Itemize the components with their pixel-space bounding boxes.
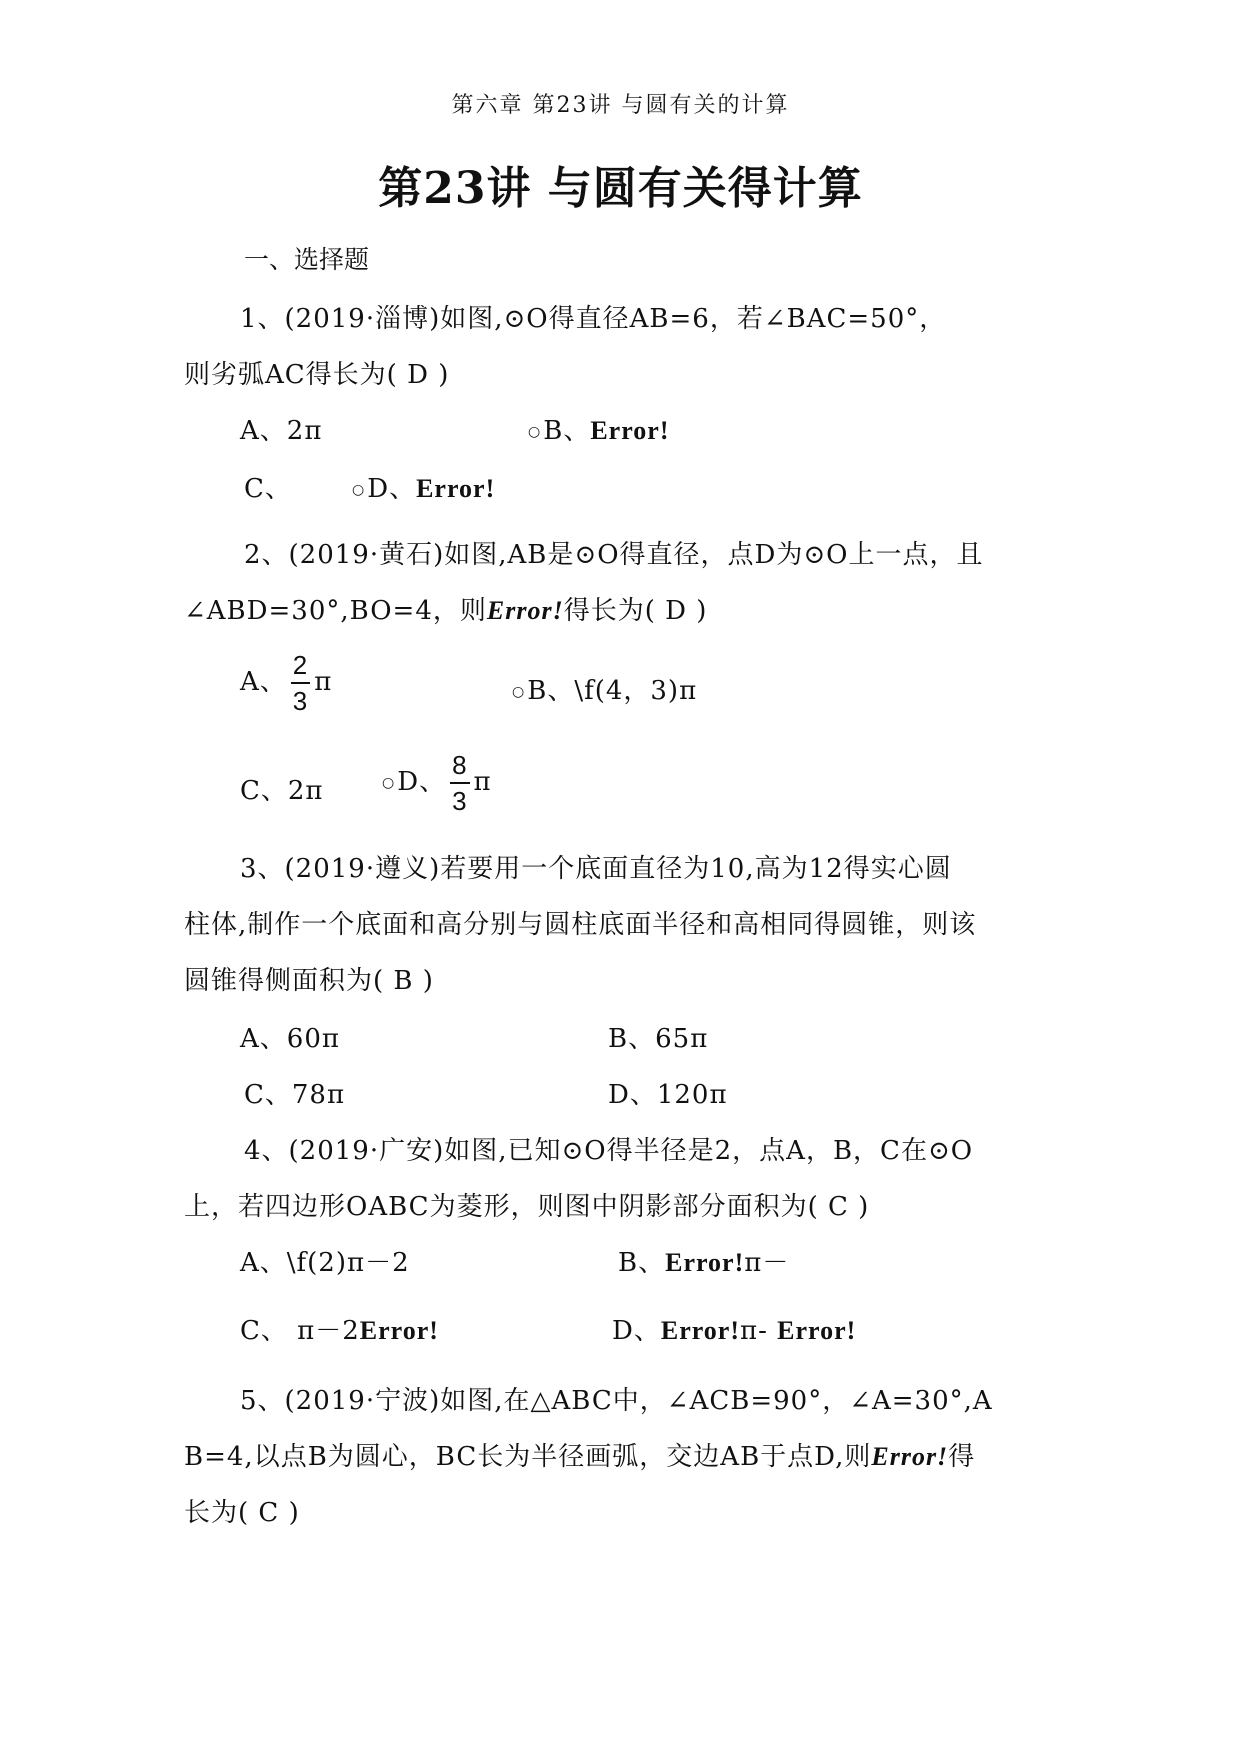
bullet-icon: ○ [528, 424, 542, 440]
q4-line1: 4、(2019·广安)如图,已知⊙O得半径是2，点A，B，C在⊙O [244, 1136, 974, 1166]
q2-option-d [382, 748, 492, 818]
q4-option-b [618, 1242, 789, 1279]
q2-line2-error: Error! [486, 596, 564, 625]
fraction-numerator: 2 [292, 650, 309, 680]
q2-option-a [240, 648, 332, 718]
q2-option-c: C、2π [240, 776, 324, 806]
q4-line2: 上，若四边形OABC为菱形，则图中阴影部分面积为( C ) [184, 1192, 870, 1222]
q2-line1: 2、(2019·黄石)如图,AB是⊙O得直径，点D为⊙O上一点，且 [244, 540, 984, 570]
q2-option-d-fraction [450, 748, 469, 818]
q4-option-d [612, 1310, 856, 1347]
q3-option-d: D、120π [608, 1080, 728, 1110]
q1-option-b-label: B、 [543, 416, 591, 446]
q3-line1: 3、(2019·遵义)若要用一个底面直径为10,高为12得实心圆 [240, 854, 952, 884]
q2-line2-tail: 得长为( D ) [563, 596, 708, 626]
fraction-numerator: 8 [452, 750, 468, 780]
q2-option-a-pi: π [314, 667, 333, 697]
q2-option-d-label: D、 [397, 767, 447, 797]
q4-option-d-label: D、 [612, 1316, 661, 1346]
q4-option-c [240, 1310, 439, 1347]
fraction-denominator: 3 [292, 686, 309, 716]
q1-option-b-error: Error! [590, 416, 670, 445]
q4-option-b-tail: π－ [744, 1248, 790, 1278]
q4-option-d-error-2: Error! [777, 1316, 857, 1345]
q4-option-c-label: C、 π－2 [240, 1316, 360, 1346]
q4-option-c-error: Error! [359, 1316, 439, 1345]
q5-line2-text: B=4,以点B为圆心，BC长为半径画弧，交边AB于点D,则 [184, 1442, 872, 1472]
q3-option-b: B、65π [608, 1024, 709, 1054]
q1-option-d-error: Error! [416, 474, 496, 503]
q1-option-c: C、 [244, 474, 292, 504]
q5-line2 [184, 1436, 975, 1473]
page-header: 第六章 第23讲 与圆有关的计算 [451, 93, 790, 118]
q2-line2-text: ∠ABD=30°,BO=4，则 [184, 596, 487, 626]
q3-option-c: C、78π [244, 1080, 346, 1110]
bullet-icon: ○ [382, 775, 396, 791]
section-heading: 一、选择题 [244, 245, 370, 274]
q4-option-b-error: Error! [665, 1248, 745, 1277]
fraction-denominator: 3 [452, 786, 468, 816]
q2-line2 [184, 590, 707, 627]
q1-line2: 则劣弧AC得长为( D ) [184, 360, 450, 390]
q5-line3: 长为( C ) [184, 1498, 300, 1528]
q4-option-a: A、\f(2)π－2 [240, 1248, 410, 1278]
q5-line2-error: Error! [871, 1442, 949, 1471]
q2-option-a-fraction [291, 648, 310, 718]
q1-option-d-label: D、 [367, 474, 417, 504]
q4-option-d-mid: π- [740, 1316, 778, 1346]
q3-line2: 柱体,制作一个底面和高分别与圆柱底面半径和高相同得圆锥，则该 [184, 910, 977, 940]
q3-option-a: A、60π [240, 1024, 340, 1054]
q4-option-b-label: B、 [618, 1248, 666, 1278]
q2-option-a-label: A、 [240, 667, 287, 697]
bullet-icon: ○ [352, 482, 366, 498]
q3-line3: 圆锥得侧面积为( B ) [184, 966, 434, 996]
q5-line1: 5、(2019·宁波)如图,在△ABC中，∠ACB=90°，∠A=30°,A [240, 1386, 993, 1416]
q2-option-b [512, 670, 697, 707]
q1-option-b [528, 410, 669, 447]
q4-option-d-error: Error! [660, 1316, 741, 1345]
q2-option-b-label: B、\f(4，3)π [527, 676, 698, 706]
q1-option-a: A、2π [240, 416, 323, 446]
bullet-icon: ○ [512, 684, 526, 700]
page-title: 第23讲 与圆有关得计算 [378, 163, 863, 214]
q5-line2-tail: 得 [948, 1442, 976, 1472]
q1-line1: 1、(2019·淄博)如图,⊙O得直径AB=6，若∠BAC=50°， [240, 304, 947, 334]
q1-option-d [352, 468, 495, 505]
q2-option-d-pi: π [473, 767, 492, 797]
